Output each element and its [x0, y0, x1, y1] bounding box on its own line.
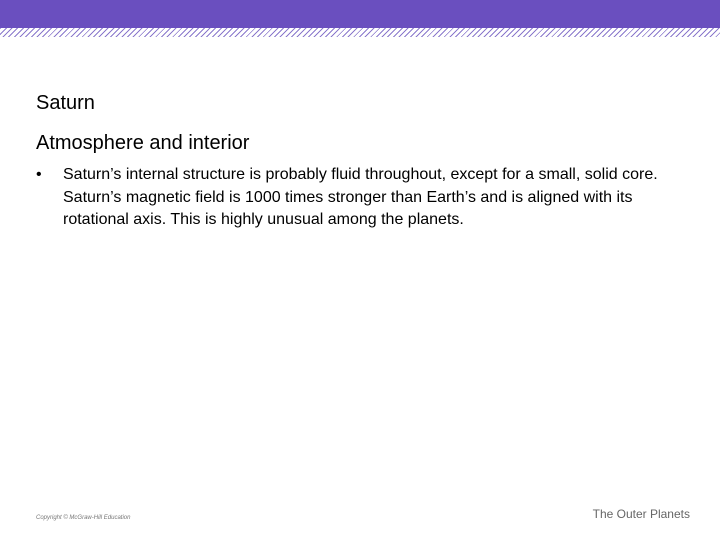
bullet-list	[36, 164, 676, 232]
bullet-text: Saturn’s internal structure is probably fluid throughout, except for a small, solid core. Saturn’s magnetic field is 1000 times stronger than Earth’s and is aligned with its rotational axis. This is highly unusual among the planets.	[63, 166, 658, 228]
bullet-icon: •	[36, 166, 42, 183]
footer-section-title: The Outer Planets	[592, 507, 690, 521]
header-hatch-divider	[0, 28, 720, 37]
copyright-notice: Copyright © McGraw-Hill Education	[36, 515, 131, 521]
slide-title: Saturn	[36, 92, 95, 114]
slide-subtitle: Atmosphere and interior	[36, 132, 250, 154]
header-bar	[0, 0, 720, 28]
list-item	[36, 164, 676, 232]
